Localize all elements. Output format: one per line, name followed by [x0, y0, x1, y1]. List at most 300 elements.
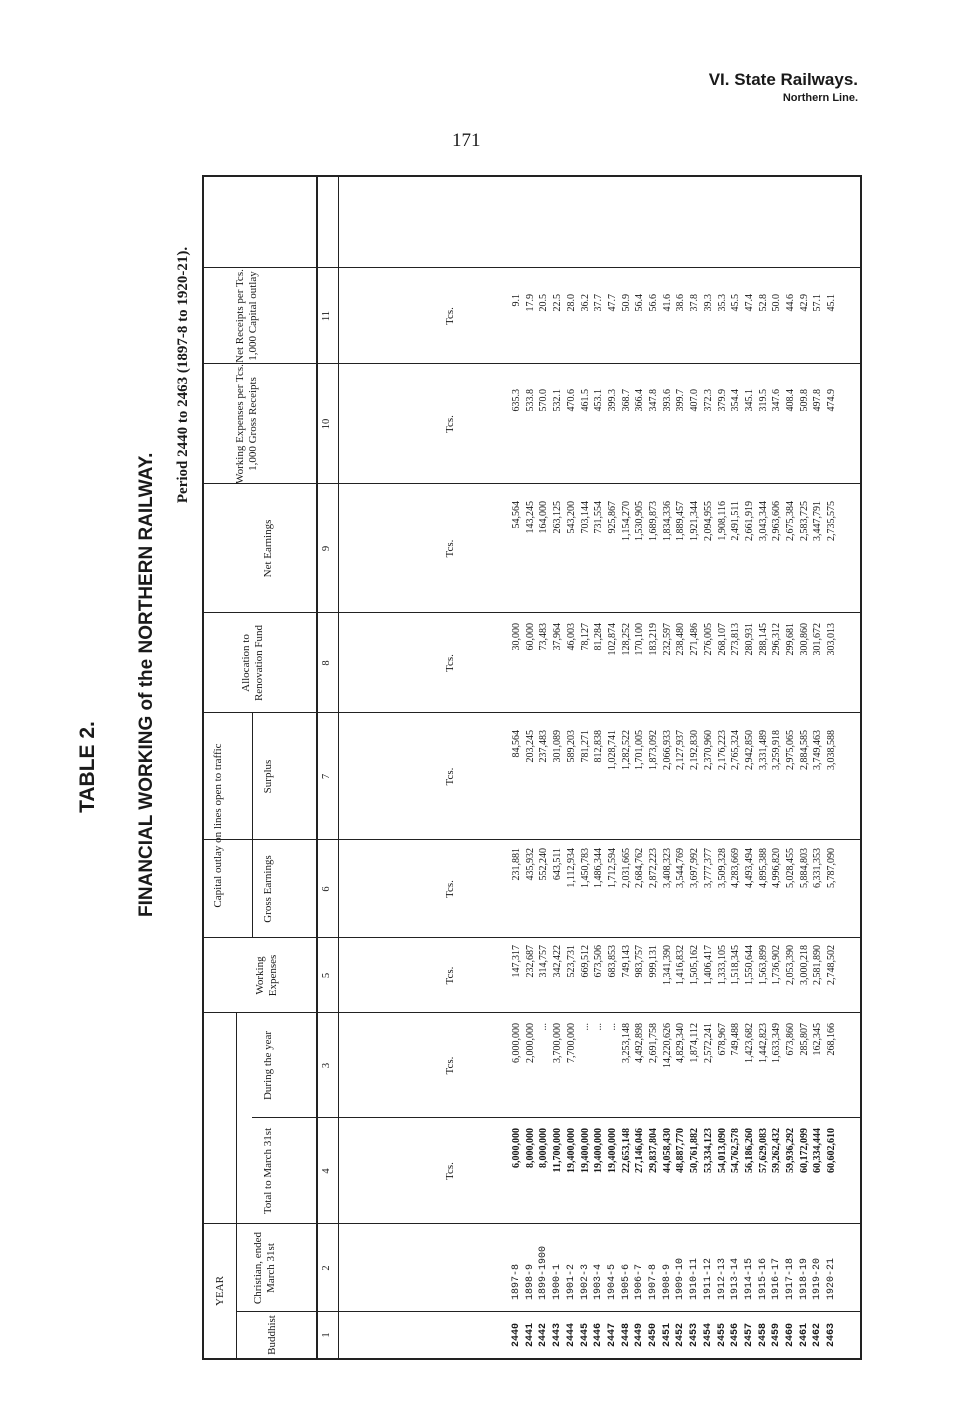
col-number-1: 1	[321, 1332, 332, 1338]
cell-surplus-2: 203,245	[524, 730, 536, 763]
cell-surplus-21: 2,975,065	[785, 730, 797, 770]
cell-christian-8: 1904-5	[606, 1263, 618, 1300]
cell-nr-per-1000-5: 28.0	[565, 294, 577, 312]
cell-total-to-march-19: 57,629,083	[757, 1128, 769, 1173]
cell-surplus-11: 1,873,092	[648, 730, 660, 770]
cell-we-per-1000-16: 379.9	[716, 389, 728, 412]
cell-renovation-fund-14: 271,486	[689, 623, 701, 656]
cell-nr-per-1000-10: 56.4	[634, 294, 646, 312]
cell-we-per-1000-20: 347.6	[771, 389, 783, 412]
cell-total-to-march-1: 6,000,000	[511, 1128, 522, 1168]
cell-net-earnings-7: 731,554	[593, 501, 605, 534]
cell-christian-15: 1911-12	[702, 1257, 714, 1300]
cell-during-year-21: 673,860	[785, 1023, 797, 1056]
col-number-3: 3	[321, 1062, 332, 1069]
cell-working-expenses-15: 1,406,417	[702, 945, 714, 985]
cell-nr-per-1000-3: 20.5	[538, 294, 550, 312]
cell-working-expenses-9: 749,143	[620, 945, 632, 978]
cell-we-per-1000-15: 372.3	[702, 389, 714, 412]
cell-we-per-1000-17: 354.4	[730, 389, 742, 412]
cell-gross-earnings-8: 1,712,594	[606, 848, 618, 888]
cell-we-per-1000-24: 474.9	[826, 389, 838, 412]
cell-net-earnings-5: 543,200	[565, 501, 577, 534]
cell-working-expenses-16: 1,333,105	[716, 945, 728, 985]
cell-surplus-6: 781,271	[579, 730, 591, 763]
cell-total-to-march-13: 48,887,770	[675, 1128, 687, 1173]
cell-renovation-fund-20: 296,312	[771, 623, 783, 656]
column-during-year	[510, 1023, 839, 1118]
cell-surplus-3: 237,483	[538, 730, 550, 763]
cell-total-to-march-12: 44,058,430	[661, 1128, 673, 1173]
col-number-7: 7	[321, 773, 332, 780]
cell-nr-per-1000-4: 22.5	[552, 294, 564, 312]
cell-surplus-7: 812,838	[593, 730, 605, 763]
cell-gross-earnings-24: 5,787,090	[826, 848, 838, 888]
cell-buddhist-7: 2446	[593, 1323, 605, 1348]
cell-christian-7: 1903-4	[593, 1263, 605, 1300]
cell-buddhist-23: 2462	[812, 1323, 824, 1348]
cell-working-expenses-22: 3,000,218	[798, 945, 810, 985]
cell-we-per-1000-19: 319.5	[757, 389, 769, 412]
cell-net-earnings-23: 3,447,791	[812, 501, 824, 541]
cell-renovation-fund-16: 268,107	[716, 623, 728, 656]
cell-christian-21: 1917-18	[785, 1257, 797, 1300]
cell-total-to-march-20: 59,262,432	[771, 1128, 783, 1173]
cell-renovation-fund-1: 30,000	[511, 623, 522, 651]
cell-net-earnings-6: 703,144	[579, 501, 591, 534]
cell-during-year-17: 749,488	[730, 1023, 742, 1056]
cell-nr-per-1000-11: 56.6	[648, 294, 660, 312]
column-total-to-march	[510, 1128, 839, 1224]
col-number-5: 5	[321, 972, 332, 979]
table-rotated-frame	[202, 175, 862, 1360]
cell-christian-5: 1901-2	[565, 1263, 577, 1300]
cell-surplus-22: 2,884,585	[798, 730, 810, 770]
column-we-per-1000	[510, 389, 839, 484]
cell-we-per-1000-22: 509.8	[798, 389, 810, 412]
cell-net-earnings-21: 2,675,384	[785, 501, 797, 541]
cell-we-per-1000-8: 399.3	[606, 389, 618, 412]
cell-total-to-march-7: 19,400,000	[593, 1128, 605, 1173]
cell-renovation-fund-19: 288,145	[757, 623, 769, 656]
cell-working-expenses-10: 983,757	[634, 945, 646, 978]
cell-renovation-fund-22: 300,860	[798, 623, 810, 656]
cell-net-earnings-19: 3,043,344	[757, 501, 769, 541]
header-capital-group: Capital outlay on lines open to traffic	[212, 743, 224, 908]
table-title: FINANCIAL WORKING of the NORTHERN RAILWAY.	[136, 452, 157, 917]
cell-surplus-18: 2,942,850	[743, 730, 755, 770]
cell-we-per-1000-10: 366.4	[634, 389, 646, 412]
cell-buddhist-12: 2451	[661, 1323, 673, 1348]
cell-gross-earnings-22: 5,884,803	[798, 848, 810, 888]
cell-we-per-1000-6: 461.5	[579, 389, 591, 412]
col-number-10: 10	[321, 418, 332, 430]
cell-total-to-march-15: 53,334,123	[702, 1128, 714, 1173]
cell-net-earnings-8: 925,867	[606, 501, 618, 534]
cell-during-year-9: 3,253,148	[620, 1023, 632, 1063]
cell-we-per-1000-12: 393.6	[661, 389, 673, 412]
cell-during-year-22: 285,807	[798, 1023, 810, 1056]
cell-christian-19: 1915-16	[757, 1257, 769, 1300]
cell-gross-earnings-2: 435,932	[524, 848, 536, 881]
cell-nr-per-1000-7: 37.7	[593, 294, 605, 312]
cell-surplus-15: 2,370,960	[702, 730, 714, 770]
cell-renovation-fund-4: 37,964	[552, 623, 564, 651]
cell-total-to-march-4: 11,700,000	[552, 1128, 564, 1173]
cell-during-year-13: 4,829,340	[675, 1023, 687, 1063]
cell-buddhist-19: 2458	[757, 1323, 769, 1348]
cell-net-earnings-16: 1,908,116	[716, 501, 728, 541]
cell-renovation-fund-10: 170,100	[634, 623, 646, 656]
cell-christian-10: 1906-7	[634, 1263, 646, 1300]
cell-christian-18: 1914-15	[743, 1257, 755, 1300]
cell-nr-per-1000-22: 42.9	[798, 294, 810, 312]
cell-buddhist-10: 2449	[634, 1323, 646, 1348]
cell-nr-per-1000-23: 57.1	[812, 294, 824, 312]
cell-net-earnings-15: 2,094,955	[702, 501, 714, 541]
cell-during-year-10: 4,492,898	[634, 1023, 646, 1063]
cell-net-earnings-24: 2,735,575	[826, 501, 838, 541]
cell-working-expenses-2: 232,687	[524, 945, 536, 978]
cell-total-to-march-9: 22,653,148	[620, 1128, 632, 1173]
cell-working-expenses-13: 1,416,832	[675, 945, 687, 985]
cell-gross-earnings-7: 1,486,344	[593, 848, 605, 888]
col-number-2: 2	[321, 1265, 332, 1271]
cell-surplus-14: 2,192,830	[689, 730, 701, 770]
cell-nr-per-1000-8: 47.7	[606, 294, 618, 312]
cell-renovation-fund-18: 280,931	[743, 623, 755, 656]
cell-working-expenses-18: 1,550,644	[743, 945, 755, 985]
cell-during-year-16: 678,967	[716, 1023, 728, 1056]
cell-buddhist-17: 2456	[730, 1323, 742, 1348]
cell-nr-per-1000-14: 37.8	[689, 294, 701, 312]
cell-total-to-march-14: 50,761,882	[689, 1128, 701, 1173]
cell-renovation-fund-2: 60,000	[524, 623, 536, 651]
cell-nr-per-1000-19: 52.8	[757, 294, 769, 312]
cell-gross-earnings-4: 643,511	[552, 848, 564, 881]
cell-buddhist-9: 2448	[620, 1323, 632, 1348]
cell-nr-per-1000-17: 45.5	[730, 294, 742, 312]
cell-working-expenses-11: 999,131	[648, 945, 660, 978]
cell-net-earnings-4: 263,125	[552, 501, 564, 534]
header-year-group: YEAR	[214, 1276, 226, 1306]
col-number-11: 11	[321, 310, 332, 322]
column-nr-per-1000	[510, 294, 839, 364]
cell-buddhist-6: 2445	[579, 1323, 591, 1348]
cell-total-to-march-23: 60,334,444	[812, 1128, 824, 1173]
cell-working-expenses-20: 1,736,902	[771, 945, 783, 985]
col-number-4: 4	[321, 1168, 332, 1174]
cell-gross-earnings-1: 231,881	[511, 848, 522, 881]
cell-christian-6: 1902-3	[579, 1263, 591, 1300]
cell-net-earnings-10: 1,530,905	[634, 501, 646, 541]
cell-net-earnings-13: 1,889,457	[675, 501, 687, 541]
cell-renovation-fund-17: 273,813	[730, 623, 742, 656]
cell-gross-earnings-14: 3,697,992	[689, 848, 701, 888]
header-during-year: During the year	[262, 1030, 274, 1101]
cell-buddhist-24: 2463	[826, 1323, 838, 1348]
cell-net-earnings-20: 2,963,606	[771, 501, 783, 541]
cell-buddhist-3: 2442	[538, 1323, 550, 1348]
cell-total-to-march-24: 60,602,610	[826, 1128, 838, 1173]
cell-renovation-fund-13: 238,480	[675, 623, 687, 656]
cell-nr-per-1000-18: 47.4	[743, 294, 755, 312]
cell-nr-per-1000-16: 35.3	[716, 294, 728, 312]
cell-gross-earnings-17: 4,283,669	[730, 848, 742, 888]
cell-working-expenses-19: 1,563,899	[757, 945, 769, 985]
cell-total-to-march-8: 19,400,000	[606, 1128, 618, 1173]
cell-renovation-fund-15: 276,005	[702, 623, 714, 656]
cell-gross-earnings-11: 2,872,223	[648, 848, 660, 888]
cell-working-expenses-5: 523,731	[565, 945, 577, 978]
cell-surplus-12: 2,066,933	[661, 730, 673, 770]
cell-total-to-march-3: 8,000,000	[538, 1128, 550, 1168]
section-header	[709, 70, 858, 104]
cell-during-year-20: 1,633,349	[771, 1023, 783, 1063]
cell-total-to-march-6: 19,400,000	[579, 1128, 591, 1173]
cell-buddhist-15: 2454	[702, 1323, 714, 1348]
cell-nr-per-1000-20: 50.0	[771, 294, 783, 312]
cell-we-per-1000-7: 453.1	[593, 389, 605, 412]
cell-christian-9: 1905-6	[620, 1263, 632, 1300]
cell-renovation-fund-3: 73,483	[538, 623, 550, 651]
cell-during-year-2: 2,000,000	[524, 1023, 536, 1063]
header-surplus: Surplus	[262, 759, 274, 794]
cell-we-per-1000-3: 570.0	[538, 389, 550, 412]
cell-net-earnings-1: 54,564	[511, 501, 522, 529]
cell-nr-per-1000-9: 50.9	[620, 294, 632, 312]
cell-we-per-1000-23: 497.8	[812, 389, 824, 412]
cell-total-to-march-18: 56,186,260	[743, 1128, 755, 1173]
cell-christian-14: 1910-11	[689, 1257, 701, 1300]
cell-working-expenses-7: 673,506	[593, 945, 605, 978]
cell-buddhist-20: 2459	[771, 1323, 783, 1348]
cell-total-to-march-11: 29,837,804	[648, 1128, 660, 1173]
cell-christian-2: 1898-9	[524, 1263, 536, 1300]
page-number: 171	[452, 130, 481, 151]
cell-buddhist-1: 2440	[511, 1323, 522, 1348]
cell-surplus-19: 3,331,489	[757, 730, 769, 770]
cell-total-to-march-22: 60,172,099	[798, 1128, 810, 1173]
cell-buddhist-11: 2450	[648, 1323, 660, 1348]
unit-we-per-1000: Tcs.	[444, 415, 456, 433]
cell-we-per-1000-18: 345.1	[743, 389, 755, 412]
cell-net-earnings-17: 2,491,511	[730, 501, 742, 541]
cell-we-per-1000-21: 408.4	[785, 389, 797, 412]
unit-during-year: Tcs.	[444, 1056, 456, 1075]
cell-net-earnings-9: 1,154,270	[620, 501, 632, 541]
section-subtitle: Northern Line.	[782, 92, 858, 104]
col-number-6: 6	[321, 886, 332, 892]
unit-renovation-fund: Tcs.	[444, 654, 456, 672]
cell-nr-per-1000-13: 38.6	[675, 294, 687, 312]
header-nr-per-1000: Net Receipts per Tcs. 1,000 Capital outlay	[234, 269, 259, 363]
cell-renovation-fund-6: 78,127	[579, 623, 591, 651]
cell-gross-earnings-9: 2,031,665	[620, 848, 632, 888]
cell-surplus-4: 301,089	[552, 730, 564, 763]
cell-buddhist-13: 2452	[675, 1323, 687, 1348]
financial-table	[202, 175, 862, 1360]
unit-surplus: Tcs.	[444, 767, 456, 786]
cell-during-year-3: ...	[538, 1023, 550, 1031]
cell-buddhist-16: 2455	[716, 1323, 728, 1348]
cell-renovation-fund-8: 102,874	[606, 623, 618, 656]
cell-surplus-10: 1,701,005	[634, 730, 646, 770]
cell-working-expenses-23: 2,581,890	[812, 945, 824, 985]
table-label: TABLE 2.	[76, 721, 99, 813]
cell-we-per-1000-14: 407.0	[689, 389, 701, 412]
cell-renovation-fund-7: 81,284	[593, 623, 605, 651]
cell-we-per-1000-9: 368.7	[620, 389, 632, 412]
cell-during-year-1: 6,000,000	[511, 1023, 522, 1063]
cell-christian-13: 1909-10	[675, 1257, 687, 1300]
cell-gross-earnings-20: 4,996,820	[771, 848, 783, 888]
cell-we-per-1000-13: 399.7	[675, 389, 687, 412]
cell-we-per-1000-4: 532.1	[552, 389, 564, 412]
cell-christian-16: 1912-13	[716, 1257, 728, 1300]
cell-we-per-1000-1: 635.3	[511, 389, 522, 412]
cell-christian-17: 1913-14	[730, 1257, 742, 1300]
cell-gross-earnings-13: 3,544,769	[675, 848, 687, 888]
cell-buddhist-2: 2441	[524, 1323, 536, 1348]
cell-nr-per-1000-21: 44.6	[785, 294, 797, 312]
cell-nr-per-1000-2: 17.9	[524, 294, 536, 312]
cell-buddhist-22: 2461	[798, 1323, 810, 1348]
cell-during-year-15: 2,572,241	[702, 1023, 714, 1063]
cell-gross-earnings-10: 2,684,762	[634, 848, 646, 888]
cell-working-expenses-24: 2,748,502	[826, 945, 838, 985]
cell-surplus-20: 3,259,918	[771, 730, 783, 770]
cell-nr-per-1000-12: 41.6	[661, 294, 673, 312]
cell-renovation-fund-12: 232,597	[661, 623, 673, 656]
cell-gross-earnings-18: 4,493,494	[743, 848, 755, 888]
header-total-to-march: Total to March 31st	[262, 1127, 274, 1215]
cell-renovation-fund-9: 128,252	[620, 623, 632, 656]
cell-nr-per-1000-15: 39.3	[702, 294, 714, 312]
cell-gross-earnings-16: 3,509,328	[716, 848, 728, 888]
header-working-expenses: Working Expenses	[254, 954, 279, 997]
column-christian	[510, 1212, 839, 1312]
cell-during-year-14: 1,874,112	[689, 1023, 701, 1063]
cell-buddhist-21: 2460	[785, 1323, 797, 1348]
cell-nr-per-1000-24: 45.1	[826, 294, 838, 312]
header-renovation-fund: Allocation to Renovation Fund	[240, 624, 265, 702]
header-gross-earnings: Gross Earnings	[262, 855, 274, 923]
cell-net-earnings-14: 1,921,344	[689, 501, 701, 541]
header-christian: Christian, ended March 31st	[252, 1231, 277, 1305]
cell-working-expenses-17: 1,518,345	[730, 945, 742, 985]
cell-surplus-8: 1,028,741	[606, 730, 618, 770]
cell-net-earnings-11: 1,689,873	[648, 501, 660, 541]
cell-surplus-9: 1,282,522	[620, 730, 632, 770]
cell-during-year-23: 162,345	[812, 1023, 824, 1056]
cell-buddhist-14: 2453	[689, 1323, 701, 1348]
cell-during-year-12: 14,220,626	[661, 1023, 673, 1068]
cell-christian-24: 1920-21	[826, 1257, 838, 1300]
cell-working-expenses-14: 1,505,162	[689, 945, 701, 985]
column-net-earnings	[510, 501, 839, 613]
cell-surplus-24: 3,038,588	[826, 730, 838, 770]
cell-christian-1: 1897-8	[511, 1263, 522, 1300]
cell-gross-earnings-23: 6,331,353	[812, 848, 824, 888]
cell-working-expenses-8: 683,853	[606, 945, 618, 978]
cell-buddhist-8: 2447	[606, 1323, 618, 1348]
cell-working-expenses-3: 314,757	[538, 945, 550, 978]
unit-working-expenses: Tcs.	[444, 966, 456, 985]
cell-surplus-13: 2,127,937	[675, 730, 687, 770]
cell-christian-22: 1918-19	[798, 1257, 810, 1300]
cell-gross-earnings-15: 3,777,377	[702, 848, 714, 888]
cell-during-year-7: ...	[593, 1023, 605, 1031]
cell-during-year-5: 7,700,000	[565, 1023, 577, 1063]
column-surplus	[510, 730, 839, 840]
cell-working-expenses-4: 342,422	[552, 945, 564, 978]
cell-renovation-fund-11: 183,219	[648, 623, 660, 656]
cell-total-to-march-10: 27,146,046	[634, 1128, 646, 1173]
cell-christian-23: 1919-20	[812, 1257, 824, 1300]
cell-gross-earnings-12: 3,408,323	[661, 848, 673, 888]
column-buddhist	[510, 1312, 839, 1358]
cell-working-expenses-21: 2,053,390	[785, 945, 797, 985]
cell-christian-11: 1907-8	[648, 1263, 660, 1300]
unit-nr-per-1000: Tcs.	[444, 307, 456, 325]
cell-we-per-1000-11: 347.8	[648, 389, 660, 412]
cell-surplus-1: 84,564	[511, 730, 522, 758]
cell-buddhist-18: 2457	[743, 1323, 755, 1348]
column-gross-earnings	[510, 848, 839, 938]
cell-gross-earnings-3: 552,240	[538, 848, 550, 881]
cell-nr-per-1000-6: 36.2	[579, 294, 591, 312]
unit-gross-earnings: Tcs.	[444, 880, 456, 898]
col-number-8: 8	[321, 660, 332, 666]
cell-total-to-march-2: 8,000,000	[524, 1128, 536, 1168]
cell-christian-20: 1916-17	[771, 1257, 783, 1300]
header-we-per-1000: Working Expenses per Tcs. 1,000 Gross Receipts	[234, 364, 259, 484]
cell-total-to-march-5: 19,400,000	[565, 1128, 577, 1173]
cell-during-year-11: 2,691,758	[648, 1023, 660, 1063]
col-number-9: 9	[321, 545, 332, 552]
cell-nr-per-1000-1: 9.1	[511, 294, 522, 307]
column-working-expenses	[510, 945, 839, 1013]
cell-renovation-fund-5: 46,003	[565, 623, 577, 651]
cell-during-year-4: 3,700,000	[552, 1023, 564, 1063]
cell-buddhist-4: 2443	[552, 1323, 564, 1348]
period-caption: Period 2440 to 2463 (1897-8 to 1920-21).	[175, 246, 191, 504]
cell-working-expenses-1: 147,317	[511, 945, 522, 978]
cell-renovation-fund-23: 301,672	[812, 623, 824, 656]
cell-christian-3: 1899-1900	[538, 1245, 550, 1300]
column-renovation-fund	[510, 623, 839, 713]
cell-during-year-24: 268,166	[826, 1023, 838, 1056]
cell-net-earnings-2: 143,245	[524, 501, 536, 534]
cell-net-earnings-3: 164,000	[538, 501, 550, 534]
cell-during-year-6: ...	[579, 1023, 591, 1031]
cell-surplus-23: 3,749,463	[812, 730, 824, 770]
cell-net-earnings-18: 2,661,919	[743, 501, 755, 541]
cell-working-expenses-6: 669,512	[579, 945, 591, 978]
cell-renovation-fund-21: 299,681	[785, 623, 797, 656]
cell-total-to-march-16: 54,013,090	[716, 1128, 728, 1173]
unit-net-earnings: Tcs.	[444, 539, 456, 558]
cell-renovation-fund-24: 303,013	[826, 623, 838, 656]
cell-during-year-8: ...	[606, 1023, 618, 1031]
cell-surplus-5: 589,203	[565, 730, 577, 763]
cell-gross-earnings-19: 4,895,388	[757, 848, 769, 888]
cell-during-year-18: 1,423,682	[743, 1023, 755, 1063]
cell-we-per-1000-5: 470.6	[565, 389, 577, 412]
cell-gross-earnings-21: 5,028,455	[785, 848, 797, 888]
header-buddhist: Buddhist	[266, 1315, 278, 1355]
